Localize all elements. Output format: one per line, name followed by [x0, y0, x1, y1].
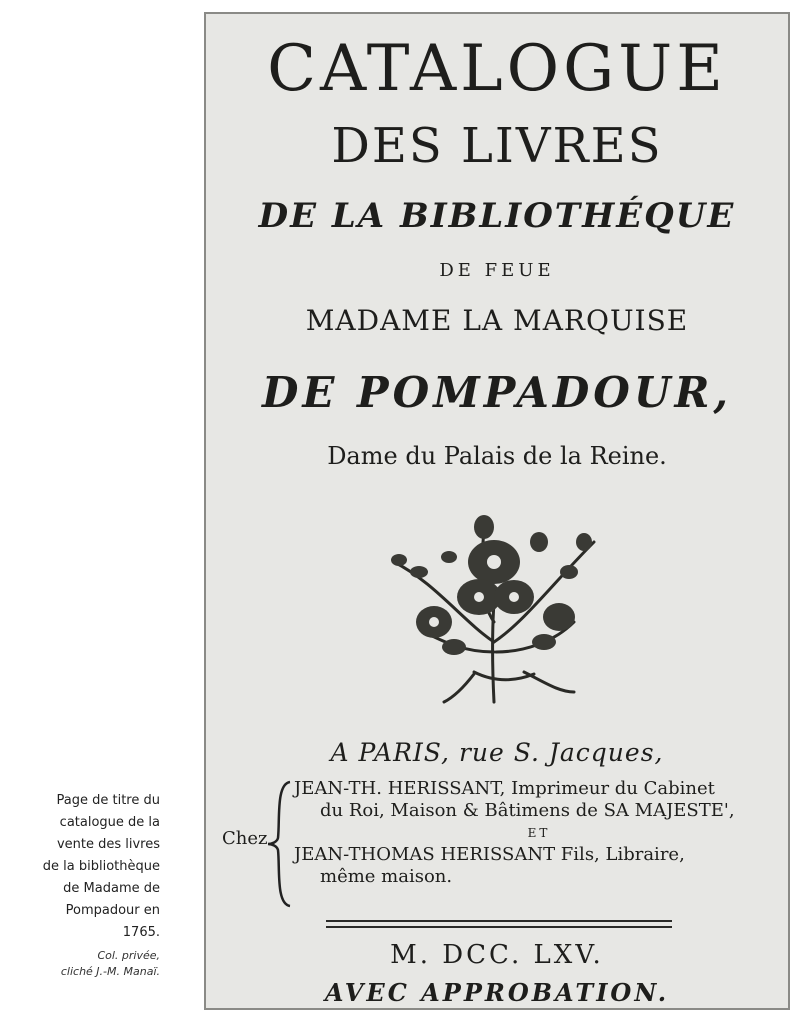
publication-date: M. DCC. LXV.	[390, 940, 604, 970]
imprint-chez: Chez	[222, 828, 268, 849]
printer-block	[294, 778, 784, 888]
flower-bouquet-icon	[374, 502, 614, 712]
figure-caption	[8, 790, 160, 980]
printer-et: ET	[527, 826, 551, 840]
printer-line: JEAN-TH. HERISSANT, Imprimeur du Cabinet	[294, 778, 715, 799]
title-bibliotheque: DE LA BIBLIOTHÉQUE	[258, 196, 736, 236]
curly-brace-icon	[266, 780, 294, 908]
photo-credit	[8, 948, 160, 980]
title-des-livres: DES LIVRES	[331, 118, 663, 174]
imprint-paris: A PARIS, rue S. Jacques,	[330, 738, 664, 767]
title-madame: MADAME LA MARQUISE	[305, 304, 689, 337]
caption-line: de Madame de	[63, 881, 160, 896]
caption-line: 1765.	[122, 925, 160, 940]
caption-line: Page de titre du	[56, 793, 160, 808]
printer-line: JEAN-THOMAS HERISSANT Fils, Libraire,	[294, 844, 685, 865]
credit-line: Col. privée,	[97, 949, 160, 962]
caption-line: de la bibliothèque	[42, 859, 160, 874]
avec-approbation: AVEC APPROBATION.	[324, 978, 670, 1007]
caption-line: catalogue de la	[59, 815, 160, 830]
double-rule-bottom	[326, 926, 672, 928]
printer-line: du Roi, Maison & Bâtimens de SA MAJESTE',	[320, 800, 735, 821]
title-pompadour: DE POMPADOUR,	[262, 368, 732, 417]
printer-line: même maison.	[320, 866, 453, 887]
double-rule-top	[326, 920, 672, 922]
title-catalogue: CATALOGUE	[267, 32, 727, 106]
title-page	[204, 12, 790, 1010]
title-dame-du-palais: Dame du Palais de la Reine.	[327, 442, 667, 470]
caption-line: Pompadour en	[65, 903, 160, 918]
credit-line: cliché J.-M. Manaï.	[60, 965, 160, 978]
title-de-feue: DE FEUE	[439, 260, 555, 281]
caption-line: vente des livres	[56, 837, 160, 852]
